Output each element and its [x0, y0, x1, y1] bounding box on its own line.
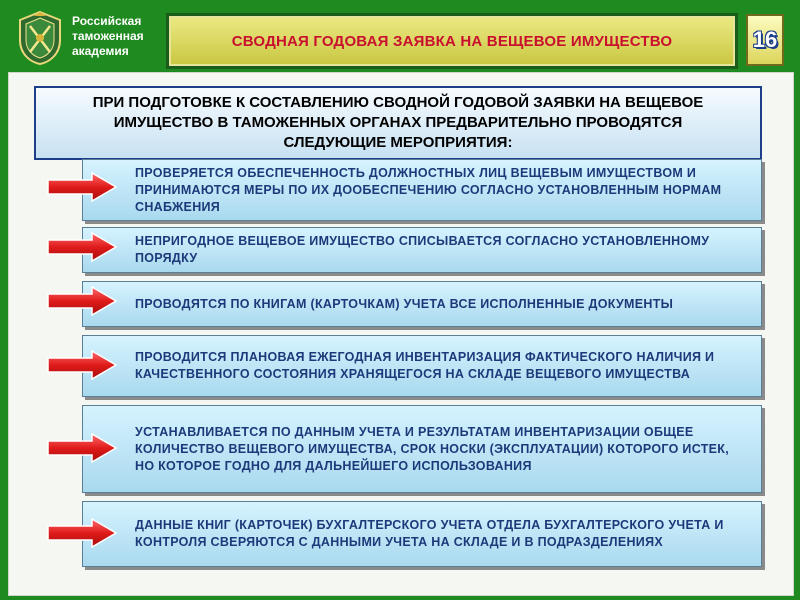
list-item [82, 335, 762, 397]
list-item [82, 405, 762, 493]
slide-title: СВОДНАЯ ГОДОВАЯ ЗАЯВКА НА ВЕЩЕВОЕ ИМУЩЕСТВО [231, 32, 673, 50]
page-number: 16 [752, 27, 778, 52]
red-arrow-icon [46, 518, 118, 548]
red-arrow-icon [46, 286, 118, 316]
red-arrow-icon [46, 172, 118, 202]
red-arrow-icon [46, 232, 118, 262]
list-item [82, 159, 762, 221]
list-item [82, 501, 762, 567]
customs-emblem-icon [16, 10, 64, 66]
page-number-badge [746, 14, 784, 66]
intro-text: ПРИ ПОДГОТОВКЕ К СОСТАВЛЕНИЮ СВОДНОЙ ГОДОВОЙ ЗАЯВКИ НА ВЕЩЕВОЕ ИМУЩЕСТВО В ТАМОЖЕННЫХ ОРГАНАХ ПРЕДВАРИТЕЛЬНО ПРОВОДЯТСЯ СЛЕДУЮЩИЕ МЕРОПРИЯТИЯ: [92, 94, 704, 151]
org-line-1: Российская [72, 14, 142, 28]
red-arrow-icon [46, 350, 118, 380]
list-item-text: УСТАНАВЛИВАЕТСЯ ПО ДАННЫМ УЧЕТА И РЕЗУЛЬТАТАМ ИНВЕНТАРИЗАЦИИ ОБЩЕЕ КОЛИЧЕСТВО ВЕЩЕВОГО ИМУЩЕСТВА, СРОК НОСКИ (ЭКСПЛУАТАЦИИ) КОТОРОГО ИСТЕК, НО КОТОРОЕ ГОДНО ДЛЯ ДАЛЬНЕЙШЕГО ИСПОЛЬЗОВАНИЯ [135, 424, 729, 473]
list-item-text: ПРОВЕРЯЕТСЯ ОБЕСПЕЧЕННОСТЬ ДОЛЖНОСТНЫХ ЛИЦ ВЕЩЕВЫМ ИМУЩЕСТВОМ И ПРИНИМАЮТСЯ МЕРЫ ПО ИХ ДООБЕСПЕЧЕНИЮ СОГЛАСНО УСТАНОВЛЕННЫМ НОРМАМ СНАБЖЕНИЯ [135, 165, 722, 214]
list-item-text: ПРОВОДЯТСЯ ПО КНИГАМ (КАРТОЧКАМ) УЧЕТА ВСЕ ИСПОЛНЕННЫЕ ДОКУМЕНТЫ [135, 296, 674, 311]
list-item-text: ПРОВОДИТСЯ ПЛАНОВАЯ ЕЖЕГОДНАЯ ИНВЕНТАРИЗАЦИЯ ФАКТИЧЕСКОГО НАЛИЧИЯ И КАЧЕСТВЕННОГО СОСТОЯНИЯ ХРАНЯЩЕГОСЯ НА СКЛАДЕ ВЕЩЕВОГО ИМУЩЕСТВА [135, 350, 715, 381]
title-bar [166, 13, 738, 69]
list-item-text: НЕПРИГОДНОЕ ВЕЩЕВОЕ ИМУЩЕСТВО СПИСЫВАЕТСЯ СОГЛАСНО УСТАНОВЛЕННОМУ ПОРЯДКУ [135, 234, 710, 265]
org-line-3: академия [72, 44, 129, 58]
list-item [82, 281, 762, 327]
org-line-2: таможенная [72, 29, 144, 43]
list-item [82, 227, 762, 273]
list-item-text: ДАННЫЕ КНИГ (КАРТОЧЕК) БУХГАЛТЕРСКОГО УЧЕТА ОТДЕЛА БУХГАЛТЕРСКОГО УЧЕТА И КОНТРОЛЯ СВЕРЯЮТСЯ С ДАННЫМИ УЧЕТА НА СКЛАДЕ И В ПОДРАЗДЕЛЕНИЯХ [135, 518, 724, 549]
organization-name [72, 14, 172, 59]
intro-box [34, 86, 762, 160]
red-arrow-icon [46, 433, 118, 463]
